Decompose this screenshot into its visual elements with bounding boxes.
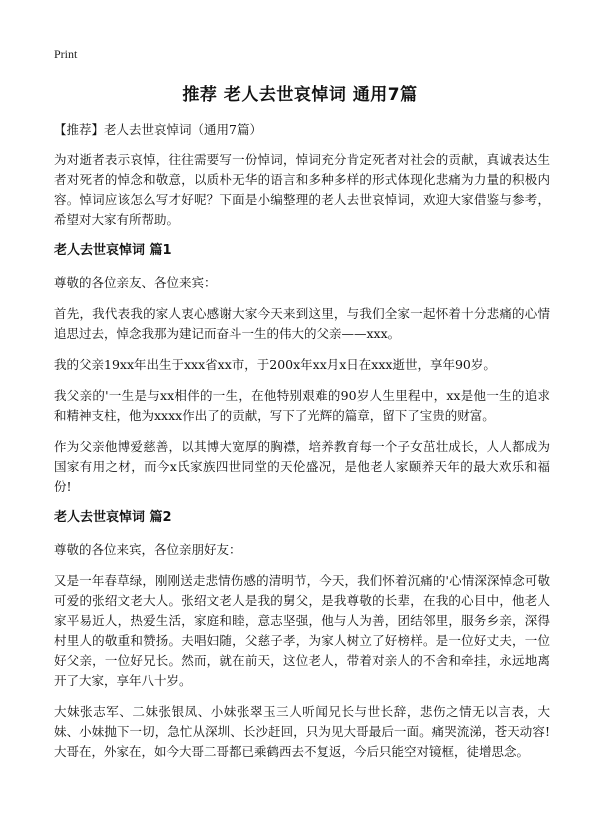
intro-paragraph: 为对逝者表示哀悼，往往需要写一份悼词，悼词充分肯定死者对社会的贡献，真诚表达生者对死者的悼念和敬意，以质朴无华的语言和多种多样的形式体现化悲痛为力量的积极内容。悼词应该怎么写才好呢？下面是小编整理的老人去世哀悼词，欢迎大家借鉴与参考，希望对大家有所帮助。 [54,152,550,227]
section-paragraph: 我的父亲19xx年出生于xxx省xx市，于200x年xx月x日在xxx逝世，享年90岁。 [54,357,496,372]
section-paragraph: 首先，我代表我的家人衷心感谢大家今天来到这里，与我们全家一起怀着十分悲痛的心情追思过去，悼念我那为建记而奋斗一生的伟大的父亲——xxx。 [54,306,550,341]
section-paragraph: 我父亲的'一生是与xx相伴的一生，在他特别艰难的90岁人生里程中，xx是他一生的追求和精神支柱，他为xxxx作出了的贡献，写下了光辉的篇章，留下了宝贵的财富。 [54,388,550,423]
section-paragraph: 尊敬的各位来宾，各位亲朋好友： [54,542,242,557]
document-body [54,120,550,773]
section-paragraph: 尊敬的各位亲友、各位来宾： [54,275,217,290]
section-paragraph: 又是一年春草绿，刚刚送走悲情伤感的清明节，今天，我们怀着沉痛的'心情深深悼念可敬可爱的张绍文老大人。张绍文老人是我的舅父，是我尊敬的长辈，在我的心目中，他老人家平易近人，热爱生活，家庭和睦，意志坚强，他与人为善，团结邻里，服务乡亲，深得村里人的敬重和赞扬。夫唱妇随，父慈子孝，为家人树立了好榜样。是一位好丈夫，一位好父亲，一位好兄长。然而，就在前天，这位老人，带着对亲人的不舍和牵挂，永远地离开了大家，享年八十岁。 [54,573,550,688]
section-heading: 老人去世哀悼词 篇2 [54,510,172,525]
document-subtitle: 【推荐】老人去世哀悼词（通用7篇） [54,122,262,137]
page-title: 推荐 老人去世哀悼词 通用7篇 [182,85,418,105]
section-heading: 老人去世哀悼词 篇1 [54,243,172,258]
section-paragraph: 作为父亲他博爱慈善，以其博大宽厚的胸襟，培养教育每一个子女茁壮成长，人人都成为国家有用之材，而今x氏家族四世同堂的天伦盛况，是他老人家颐养天年的最大欢乐和福份! [54,439,550,494]
print-label[interactable]: Print [54,47,78,61]
section-paragraph: 大妹张志军、二妹张银凤、小妹张翠玉三人听闻兄长与世长辞，悲伤之情无以言表，大妹、小妹抛下一切，急忙从深圳、长沙赶回，只为见大哥最后一面。痛哭流涕，苍天动容!大哥在，外家在，如今大哥二哥都已乘鹤西去不复返，今后只能空对镜框，徒增思念。 [54,704,550,759]
